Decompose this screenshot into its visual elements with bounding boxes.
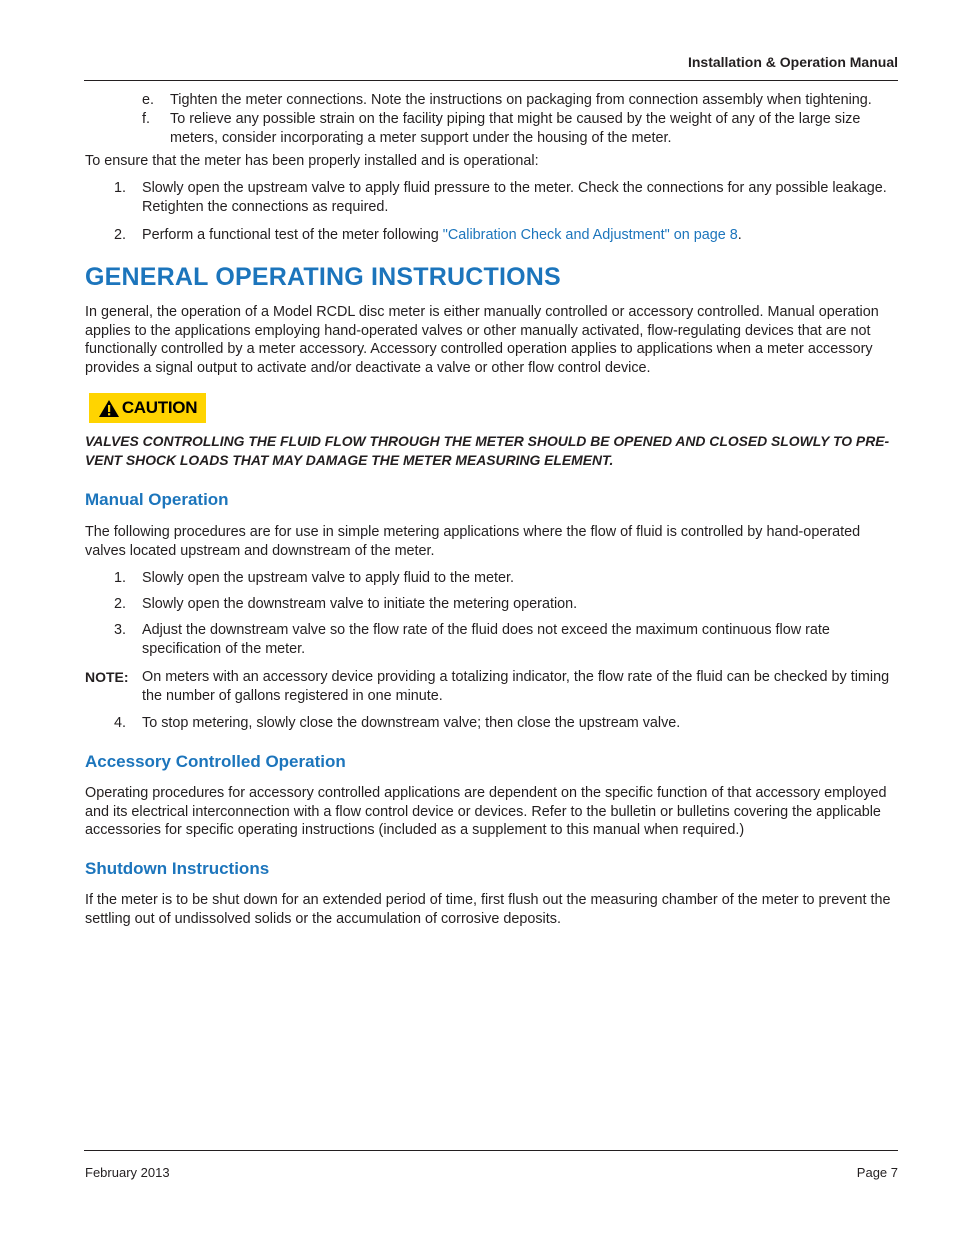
list-item: [114, 595, 900, 614]
list-item: [114, 621, 900, 659]
list-text: To stop metering, slowly close the downstream valve; then close the upstream valve.: [142, 715, 681, 731]
header-title: Installation & Operation Manual: [687, 54, 898, 70]
header-rule: [84, 80, 898, 81]
list-marker: 3.: [114, 622, 127, 638]
manual-intro: The following procedures are for use in simple metering applications where the flow of fluid is controlled by hand-operated valves located upstream and downstream of the meter.: [85, 524, 861, 559]
warning-triangle-icon: [98, 399, 120, 418]
list-text: To relieve any possible strain on the facility piping that might be caused by the weight of any of the large size meters, consider incorporating a meter support under the housing of the meter.: [170, 111, 861, 146]
note-text: On meters with an accessory device providing a totalizing indicator, the flow rate of the fluid can be checked by timing the number of gallons registered in one minute.: [142, 669, 890, 704]
shutdown-heading: Shutdown Instructions: [85, 859, 270, 878]
list-text: Tighten the meter connections. Note the instructions on packaging from connection assembly when tightening.: [170, 92, 872, 108]
list-item: [114, 179, 900, 217]
list-text-after: .: [737, 227, 742, 243]
list-item: [114, 569, 900, 588]
list-marker: 1.: [114, 180, 127, 196]
list-item: [114, 226, 900, 245]
list-text: Slowly open the upstream valve to apply fluid pressure to the meter. Check the connections for any possible leakage. Retighten the connections as required.: [142, 180, 887, 215]
list-text: Slowly open the upstream valve to apply fluid to the meter.: [142, 570, 514, 586]
list-marker: 1.: [114, 570, 127, 586]
note: [85, 668, 900, 706]
list-marker: 2.: [114, 227, 127, 243]
list-item: [114, 714, 900, 733]
accessory-text: Operating procedures for accessory controlled applications are dependent on the specific function of that accessory employed and its electrical interconnection with a flow control device or devices. Refer to the bulletin or bulletins covering the applicable accessories for specific operating instructions (included as a supplement to this manual when required.): [85, 785, 887, 839]
section-heading: GENERAL OPERATING INSTRUCTIONS: [85, 263, 561, 291]
footer-page-number: Page 7: [856, 1165, 898, 1180]
list-text: Slowly open the downstream valve to initiate the metering operation.: [142, 596, 578, 612]
list-marker: f.: [142, 111, 150, 127]
list-text: Adjust the downstream valve so the flow rate of the fluid does not exceed the maximum continuous flow rate specification of the meter.: [142, 622, 830, 657]
list-marker: e.: [142, 92, 155, 108]
caution-warning-text: VALVES CONTROLLING THE FLUID FLOW THROUGH THE METER SHOULD BE OPENED AND CLOSED SLOWLY TO PRE-VENT SHOCK LOADS THAT MAY DAMAGE THE METER MEASURING ELEMENT.: [85, 433, 890, 468]
note-label: NOTE:: [85, 669, 129, 685]
footer-rule: [84, 1150, 898, 1151]
list-item: [142, 91, 902, 110]
list-text-before: Perform a functional test of the meter following: [142, 227, 443, 243]
list-item: [142, 110, 902, 148]
calibration-link[interactable]: "Calibration Check and Adjustment" on page 8: [442, 227, 738, 243]
footer-date: February 2013: [85, 1165, 170, 1180]
ensure-paragraph: To ensure that the meter has been properly installed and is operational:: [85, 153, 539, 169]
caution-label: CAUTION: [121, 397, 198, 417]
general-intro: In general, the operation of a Model RCDL disc meter is either manually controlled or accessory controlled. Manual operation applies to the applications employing hand-operated valves or other manually activated, flow-regulating devices that are not functionally controlled by a meter accessory. Accessory controlled operation applies to applications when a meter accessory provides a signal output to activate and/or deactivate a valve or other flow control device.: [85, 304, 879, 376]
manual-heading: Manual Operation: [85, 490, 229, 509]
list-text: [142, 226, 900, 245]
list-marker: 4.: [114, 715, 127, 731]
caution-badge: [89, 393, 206, 423]
list-marker: 2.: [114, 596, 127, 612]
shutdown-text: If the meter is to be shut down for an extended period of time, first flush out the measuring chamber of the meter to prevent the settling out of undissolved solids or the accumulation of corrosive deposits.: [85, 892, 891, 927]
accessory-heading: Accessory Controlled Operation: [85, 752, 346, 771]
